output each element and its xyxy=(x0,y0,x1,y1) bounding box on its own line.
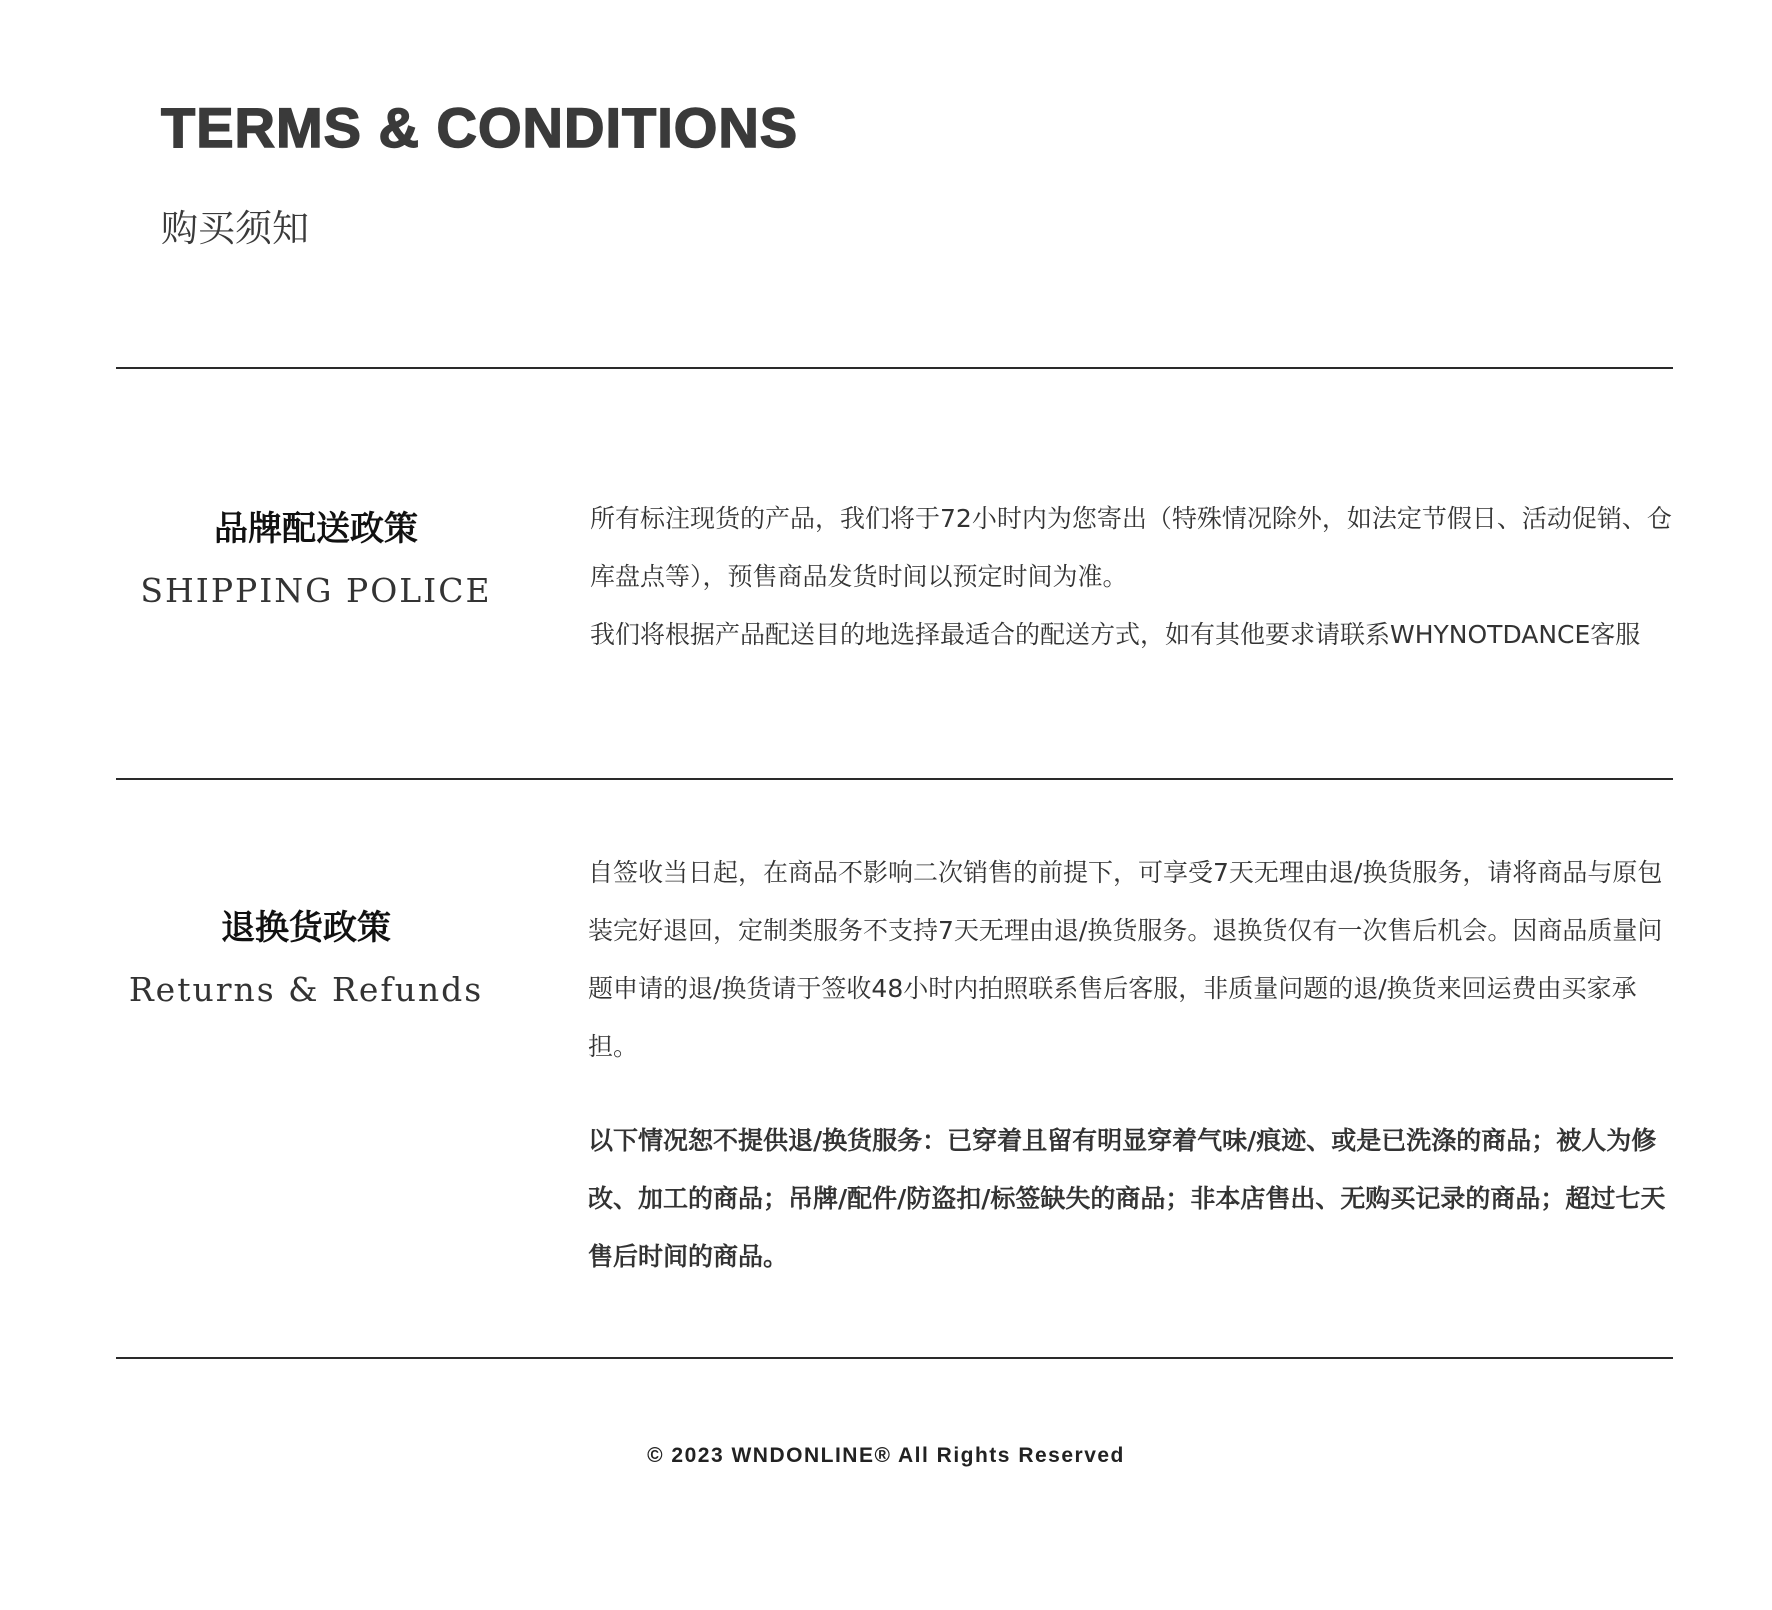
returns-paragraph: 自签收当日起，在商品不影响二次销售的前提下，可享受7天无理由退/换货服务，请将商品与原包装完好退回，定制类服务不支持7天无理由退/换货服务。退换货仅有一次售后机会。因商品质量问题申请的退/换货请于签收48小时内拍照联系售后客服，非质量问题的退/换货来回运费由买家承担。 xyxy=(588,858,1663,1061)
copyright-footer: © 2023 WNDONLINE® All Rights Reserved xyxy=(647,1444,1125,1467)
divider-bottom xyxy=(116,1357,1673,1359)
returns-heading-en: Returns & Refunds xyxy=(128,970,484,1009)
returns-body xyxy=(588,844,1678,1286)
shipping-paragraph: 我们将根据产品配送目的地选择最适合的配送方式，如有其他要求请联系WHYNOTDANCE客服 xyxy=(590,620,1641,649)
page-subtitle: 购买须知 xyxy=(161,207,309,250)
shipping-heading xyxy=(116,509,516,610)
shipping-paragraph: 所有标注现货的产品，我们将于72小时内为您寄出（特殊情况除外，如法定节假日、活动促销、仓库盘点等），预售商品发货时间以预定时间为准。 xyxy=(590,504,1672,591)
returns-heading xyxy=(106,908,506,1009)
returns-exclusions: 以下情况恕不提供退/换货服务：已穿着且留有明显穿着气味/痕迹、或是已洗涤的商品；被人为修改、加工的商品；吊牌/配件/防盗扣/标签缺失的商品；非本店售出、无购买记录的商品；超过七天售后时间的商品。 xyxy=(588,1126,1666,1271)
returns-heading-zh: 退换货政策 xyxy=(221,908,391,948)
shipping-heading-en: SHIPPING POLICE xyxy=(140,571,492,610)
divider-top xyxy=(116,367,1673,369)
page-title: TERMS & CONDITIONS xyxy=(161,96,799,159)
divider-middle xyxy=(116,778,1673,780)
shipping-heading-zh: 品牌配送政策 xyxy=(214,509,418,549)
shipping-body xyxy=(590,490,1673,664)
